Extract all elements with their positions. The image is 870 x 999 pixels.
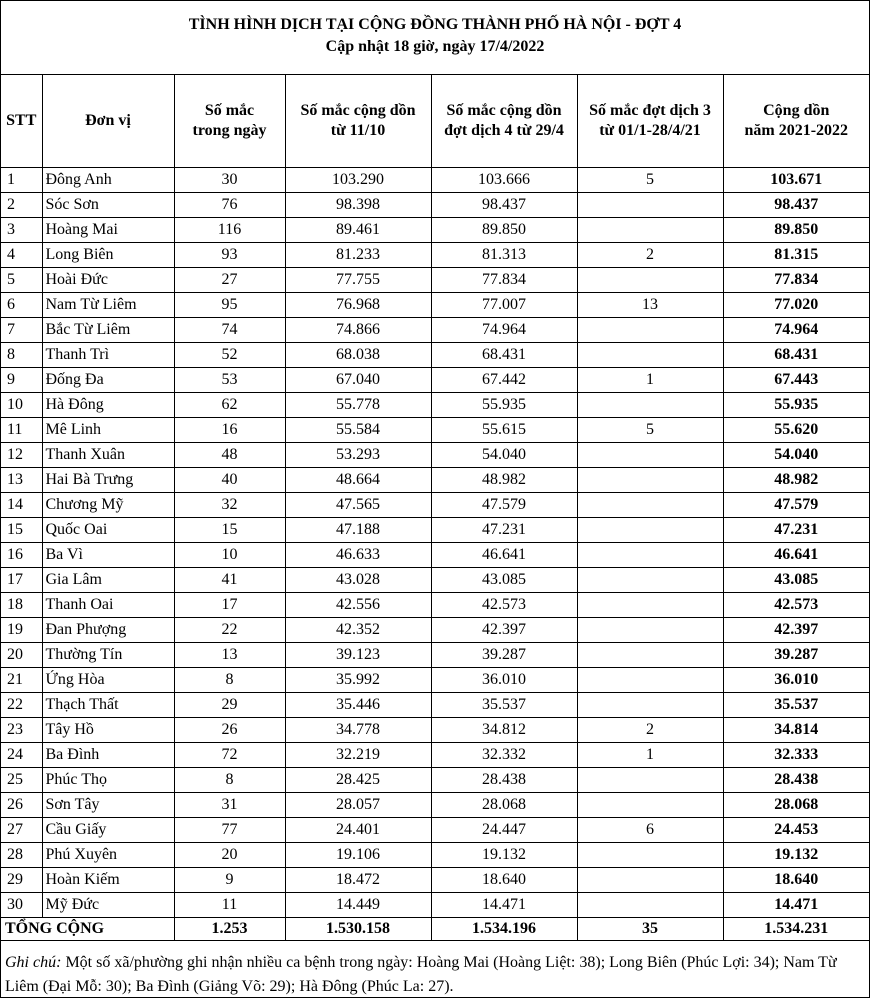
cell-stt: 21 xyxy=(1,668,42,693)
cell-daily: 41 xyxy=(174,568,285,593)
totals-wave3: 35 xyxy=(577,918,723,941)
table-row xyxy=(1,843,869,868)
cell-wave3 xyxy=(577,518,723,543)
cell-daily: 20 xyxy=(174,843,285,868)
table-row xyxy=(1,543,869,568)
cell-daily: 10 xyxy=(174,543,285,568)
table-row xyxy=(1,393,869,418)
cell-cum-294: 14.471 xyxy=(431,893,577,918)
cell-cum-294: 77.834 xyxy=(431,268,577,293)
table-row xyxy=(1,418,869,443)
table-row xyxy=(1,618,869,643)
cell-unit-name: Ba Vì xyxy=(42,543,174,568)
cell-cum-294: 77.007 xyxy=(431,293,577,318)
header-unit: Đơn vị xyxy=(42,75,174,168)
table-row xyxy=(1,643,869,668)
cell-total: 18.640 xyxy=(723,868,869,893)
table-row xyxy=(1,518,869,543)
cell-cum-294: 24.447 xyxy=(431,818,577,843)
cell-stt: 14 xyxy=(1,493,42,518)
totals-label: TỔNG CỘNG xyxy=(1,918,174,941)
cell-cum-1110: 32.219 xyxy=(285,743,431,768)
cell-total: 19.132 xyxy=(723,843,869,868)
cell-unit-name: Mỹ Đức xyxy=(42,893,174,918)
table-header-row xyxy=(1,75,869,168)
cell-total: 34.814 xyxy=(723,718,869,743)
cell-cum-294: 28.438 xyxy=(431,768,577,793)
cell-total: 81.315 xyxy=(723,243,869,268)
cell-cum-1110: 34.778 xyxy=(285,718,431,743)
cell-wave3: 5 xyxy=(577,168,723,193)
cell-cum-294: 43.085 xyxy=(431,568,577,593)
table-row xyxy=(1,218,869,243)
table-row xyxy=(1,268,869,293)
table-row xyxy=(1,493,869,518)
cell-wave3 xyxy=(577,693,723,718)
cell-unit-name: Chương Mỹ xyxy=(42,493,174,518)
cell-cum-294: 46.641 xyxy=(431,543,577,568)
cell-unit-name: Thanh Xuân xyxy=(42,443,174,468)
cell-stt: 3 xyxy=(1,218,42,243)
cell-stt: 2 xyxy=(1,193,42,218)
cell-stt: 19 xyxy=(1,618,42,643)
table-row xyxy=(1,718,869,743)
cell-cum-1110: 39.123 xyxy=(285,643,431,668)
page-title: TÌNH HÌNH DỊCH TẠI CỘNG ĐỒNG THÀNH PHỐ HÀ NỘI - ĐỢT 4 xyxy=(188,16,682,33)
cell-wave3 xyxy=(577,568,723,593)
cell-wave3: 5 xyxy=(577,418,723,443)
cell-stt: 30 xyxy=(1,893,42,918)
cell-unit-name: Sóc Sơn xyxy=(42,193,174,218)
table-body xyxy=(1,168,869,918)
cell-cum-1110: 35.992 xyxy=(285,668,431,693)
table-row xyxy=(1,818,869,843)
cell-stt: 5 xyxy=(1,268,42,293)
table-row xyxy=(1,893,869,918)
cell-cum-294: 98.437 xyxy=(431,193,577,218)
cell-wave3 xyxy=(577,218,723,243)
cell-total: 24.453 xyxy=(723,818,869,843)
cell-cum-1110: 19.106 xyxy=(285,843,431,868)
table-row xyxy=(1,768,869,793)
cell-unit-name: Tây Hồ xyxy=(42,718,174,743)
cell-cum-1110: 103.290 xyxy=(285,168,431,193)
table-row xyxy=(1,593,869,618)
cell-total: 46.641 xyxy=(723,543,869,568)
cell-total: 103.671 xyxy=(723,168,869,193)
cell-wave3: 1 xyxy=(577,368,723,393)
header-cum-294: Số mắc cộng dồn đợt dịch 4 từ 29/4 xyxy=(431,75,577,168)
cell-cum-1110: 28.057 xyxy=(285,793,431,818)
table-row xyxy=(1,168,869,193)
cell-total: 47.231 xyxy=(723,518,869,543)
cell-wave3 xyxy=(577,393,723,418)
header-total: Cộng dồn năm 2021-2022 xyxy=(723,75,869,168)
cell-daily: 48 xyxy=(174,443,285,468)
cell-unit-name: Hoàn Kiếm xyxy=(42,868,174,893)
cell-total: 48.982 xyxy=(723,468,869,493)
table-row xyxy=(1,243,869,268)
cell-total: 55.620 xyxy=(723,418,869,443)
cell-unit-name: Hai Bà Trưng xyxy=(42,468,174,493)
cell-stt: 20 xyxy=(1,643,42,668)
cell-cum-1110: 68.038 xyxy=(285,343,431,368)
cell-daily: 40 xyxy=(174,468,285,493)
cell-unit-name: Ứng Hòa xyxy=(42,668,174,693)
cell-cum-294: 32.332 xyxy=(431,743,577,768)
cell-unit-name: Phúc Thọ xyxy=(42,768,174,793)
cell-cum-1110: 35.446 xyxy=(285,693,431,718)
cell-cum-294: 55.615 xyxy=(431,418,577,443)
cell-cum-294: 36.010 xyxy=(431,668,577,693)
cell-stt: 11 xyxy=(1,418,42,443)
cell-cum-1110: 24.401 xyxy=(285,818,431,843)
cell-unit-name: Gia Lâm xyxy=(42,568,174,593)
cell-cum-294: 74.964 xyxy=(431,318,577,343)
cell-daily: 17 xyxy=(174,593,285,618)
cell-daily: 13 xyxy=(174,643,285,668)
cell-cum-1110: 14.449 xyxy=(285,893,431,918)
cell-unit-name: Ba Đình xyxy=(42,743,174,768)
cell-daily: 11 xyxy=(174,893,285,918)
cell-wave3 xyxy=(577,343,723,368)
cell-cum-294: 35.537 xyxy=(431,693,577,718)
cell-wave3 xyxy=(577,268,723,293)
table-row xyxy=(1,668,869,693)
cell-cum-294: 47.579 xyxy=(431,493,577,518)
cell-wave3 xyxy=(577,318,723,343)
cell-cum-1110: 89.461 xyxy=(285,218,431,243)
cell-total: 28.438 xyxy=(723,768,869,793)
cell-unit-name: Hà Đông xyxy=(42,393,174,418)
totals-total: 1.534.231 xyxy=(723,918,869,941)
cell-total: 54.040 xyxy=(723,443,869,468)
cell-daily: 32 xyxy=(174,493,285,518)
cell-unit-name: Thạch Thất xyxy=(42,693,174,718)
page-subtitle: Cập nhật 18 giờ, ngày 17/4/2022 xyxy=(325,38,545,55)
cell-stt: 27 xyxy=(1,818,42,843)
cell-total: 74.964 xyxy=(723,318,869,343)
cell-unit-name: Nam Từ Liêm xyxy=(42,293,174,318)
cell-wave3 xyxy=(577,618,723,643)
cell-total: 36.010 xyxy=(723,668,869,693)
cell-daily: 76 xyxy=(174,193,285,218)
cell-daily: 27 xyxy=(174,268,285,293)
cell-wave3 xyxy=(577,768,723,793)
cell-total: 42.573 xyxy=(723,593,869,618)
table-row xyxy=(1,468,869,493)
cell-total: 47.579 xyxy=(723,493,869,518)
cell-cum-1110: 55.584 xyxy=(285,418,431,443)
cell-daily: 52 xyxy=(174,343,285,368)
cell-cum-1110: 43.028 xyxy=(285,568,431,593)
cell-stt: 10 xyxy=(1,393,42,418)
cell-cum-1110: 81.233 xyxy=(285,243,431,268)
cell-cum-294: 28.068 xyxy=(431,793,577,818)
cell-unit-name: Cầu Giấy xyxy=(42,818,174,843)
cell-daily: 95 xyxy=(174,293,285,318)
cell-total: 67.443 xyxy=(723,368,869,393)
cell-daily: 74 xyxy=(174,318,285,343)
table-row xyxy=(1,568,869,593)
cell-cum-294: 47.231 xyxy=(431,518,577,543)
cell-daily: 30 xyxy=(174,168,285,193)
cell-wave3: 13 xyxy=(577,293,723,318)
cell-wave3 xyxy=(577,193,723,218)
cell-daily: 93 xyxy=(174,243,285,268)
cell-daily: 31 xyxy=(174,793,285,818)
cell-stt: 17 xyxy=(1,568,42,593)
table-row xyxy=(1,318,869,343)
cell-wave3 xyxy=(577,893,723,918)
cell-stt: 4 xyxy=(1,243,42,268)
cell-cum-294: 42.397 xyxy=(431,618,577,643)
cell-total: 77.834 xyxy=(723,268,869,293)
cell-cum-294: 42.573 xyxy=(431,593,577,618)
cell-daily: 8 xyxy=(174,768,285,793)
cell-wave3 xyxy=(577,493,723,518)
cell-stt: 9 xyxy=(1,368,42,393)
cell-unit-name: Thường Tín xyxy=(42,643,174,668)
cell-daily: 15 xyxy=(174,518,285,543)
cell-unit-name: Bắc Từ Liêm xyxy=(42,318,174,343)
cell-wave3: 2 xyxy=(577,718,723,743)
cell-unit-name: Thanh Oai xyxy=(42,593,174,618)
cell-unit-name: Đông Anh xyxy=(42,168,174,193)
cell-total: 14.471 xyxy=(723,893,869,918)
cell-unit-name: Thanh Trì xyxy=(42,343,174,368)
cell-daily: 9 xyxy=(174,868,285,893)
cell-wave3 xyxy=(577,468,723,493)
cell-cum-1110: 48.664 xyxy=(285,468,431,493)
cell-cum-294: 19.132 xyxy=(431,843,577,868)
cell-wave3 xyxy=(577,443,723,468)
cell-cum-1110: 77.755 xyxy=(285,268,431,293)
cell-stt: 28 xyxy=(1,843,42,868)
cell-stt: 22 xyxy=(1,693,42,718)
cell-cum-1110: 28.425 xyxy=(285,768,431,793)
cell-cum-1110: 46.633 xyxy=(285,543,431,568)
cell-unit-name: Đan Phượng xyxy=(42,618,174,643)
cell-cum-1110: 53.293 xyxy=(285,443,431,468)
cell-total: 28.068 xyxy=(723,793,869,818)
cell-cum-1110: 76.968 xyxy=(285,293,431,318)
cell-cum-294: 81.313 xyxy=(431,243,577,268)
cell-cum-1110: 47.565 xyxy=(285,493,431,518)
cell-total: 89.850 xyxy=(723,218,869,243)
cell-cum-294: 103.666 xyxy=(431,168,577,193)
cases-table xyxy=(1,75,869,941)
cell-cum-294: 68.431 xyxy=(431,343,577,368)
cell-unit-name: Long Biên xyxy=(42,243,174,268)
cell-wave3 xyxy=(577,868,723,893)
cell-cum-1110: 98.398 xyxy=(285,193,431,218)
cell-total: 68.431 xyxy=(723,343,869,368)
cell-cum-294: 67.442 xyxy=(431,368,577,393)
cell-cum-1110: 42.556 xyxy=(285,593,431,618)
cell-unit-name: Quốc Oai xyxy=(42,518,174,543)
table-row xyxy=(1,693,869,718)
cell-cum-294: 18.640 xyxy=(431,868,577,893)
totals-cum-294: 1.534.196 xyxy=(431,918,577,941)
cell-wave3: 1 xyxy=(577,743,723,768)
cell-wave3 xyxy=(577,593,723,618)
title-block xyxy=(1,1,869,75)
footnote xyxy=(1,941,869,999)
cell-stt: 12 xyxy=(1,443,42,468)
totals-cum-1110: 1.530.158 xyxy=(285,918,431,941)
cell-cum-1110: 74.866 xyxy=(285,318,431,343)
cell-daily: 72 xyxy=(174,743,285,768)
cell-wave3 xyxy=(577,843,723,868)
table-row xyxy=(1,743,869,768)
cell-daily: 8 xyxy=(174,668,285,693)
table-row xyxy=(1,293,869,318)
cell-unit-name: Sơn Tây xyxy=(42,793,174,818)
cell-wave3 xyxy=(577,643,723,668)
cell-cum-1110: 67.040 xyxy=(285,368,431,393)
header-stt: STT xyxy=(1,75,42,168)
cell-cum-294: 34.812 xyxy=(431,718,577,743)
cell-daily: 29 xyxy=(174,693,285,718)
table-row xyxy=(1,343,869,368)
cell-cum-1110: 42.352 xyxy=(285,618,431,643)
cell-stt: 8 xyxy=(1,343,42,368)
cell-unit-name: Hoàng Mai xyxy=(42,218,174,243)
cell-stt: 23 xyxy=(1,718,42,743)
cell-stt: 1 xyxy=(1,168,42,193)
cell-daily: 62 xyxy=(174,393,285,418)
cell-daily: 116 xyxy=(174,218,285,243)
cell-stt: 6 xyxy=(1,293,42,318)
cell-stt: 13 xyxy=(1,468,42,493)
header-wave3: Số mắc đợt dịch 3 từ 01/1-28/4/21 xyxy=(577,75,723,168)
cell-daily: 22 xyxy=(174,618,285,643)
cell-stt: 16 xyxy=(1,543,42,568)
cell-total: 42.397 xyxy=(723,618,869,643)
table-row xyxy=(1,443,869,468)
cell-wave3 xyxy=(577,543,723,568)
cell-cum-1110: 47.188 xyxy=(285,518,431,543)
cell-daily: 53 xyxy=(174,368,285,393)
cell-daily: 16 xyxy=(174,418,285,443)
cell-stt: 24 xyxy=(1,743,42,768)
cell-total: 32.333 xyxy=(723,743,869,768)
cell-total: 55.935 xyxy=(723,393,869,418)
cell-cum-294: 55.935 xyxy=(431,393,577,418)
table-row xyxy=(1,868,869,893)
cell-total: 35.537 xyxy=(723,693,869,718)
footnote-label: Ghi chú: xyxy=(5,954,62,971)
cell-cum-1110: 18.472 xyxy=(285,868,431,893)
footnote-text: Một số xã/phường ghi nhận nhiều ca bệnh trong ngày: Hoàng Mai (Hoàng Liệt: 38); Long Biên (Phúc Lợi: 34); Nam Từ Liêm (Đại Mỗ: 30); Ba Đình (Giảng Võ: 29); Hà Đông (Phúc La: 27). xyxy=(5,954,837,995)
cell-cum-294: 48.982 xyxy=(431,468,577,493)
table-row xyxy=(1,368,869,393)
cell-cum-294: 89.850 xyxy=(431,218,577,243)
totals-row xyxy=(1,918,869,941)
table-row xyxy=(1,793,869,818)
cell-total: 43.085 xyxy=(723,568,869,593)
cell-wave3 xyxy=(577,793,723,818)
cell-unit-name: Đống Đa xyxy=(42,368,174,393)
cell-total: 39.287 xyxy=(723,643,869,668)
cell-daily: 77 xyxy=(174,818,285,843)
cell-wave3 xyxy=(577,668,723,693)
cell-daily: 26 xyxy=(174,718,285,743)
cell-wave3: 2 xyxy=(577,243,723,268)
cell-total: 98.437 xyxy=(723,193,869,218)
cell-stt: 18 xyxy=(1,593,42,618)
header-cum-1110: Số mắc cộng dồn từ 11/10 xyxy=(285,75,431,168)
cell-stt: 15 xyxy=(1,518,42,543)
cell-wave3: 6 xyxy=(577,818,723,843)
cell-stt: 26 xyxy=(1,793,42,818)
totals-daily: 1.253 xyxy=(174,918,285,941)
cell-cum-1110: 55.778 xyxy=(285,393,431,418)
cell-cum-294: 39.287 xyxy=(431,643,577,668)
cell-stt: 29 xyxy=(1,868,42,893)
cell-unit-name: Mê Linh xyxy=(42,418,174,443)
table-row xyxy=(1,193,869,218)
cell-stt: 7 xyxy=(1,318,42,343)
cell-total: 77.020 xyxy=(723,293,869,318)
cell-cum-294: 54.040 xyxy=(431,443,577,468)
cell-unit-name: Phú Xuyên xyxy=(42,843,174,868)
cell-stt: 25 xyxy=(1,768,42,793)
header-daily: Số mắc trong ngày xyxy=(174,75,285,168)
cell-unit-name: Hoài Đức xyxy=(42,268,174,293)
